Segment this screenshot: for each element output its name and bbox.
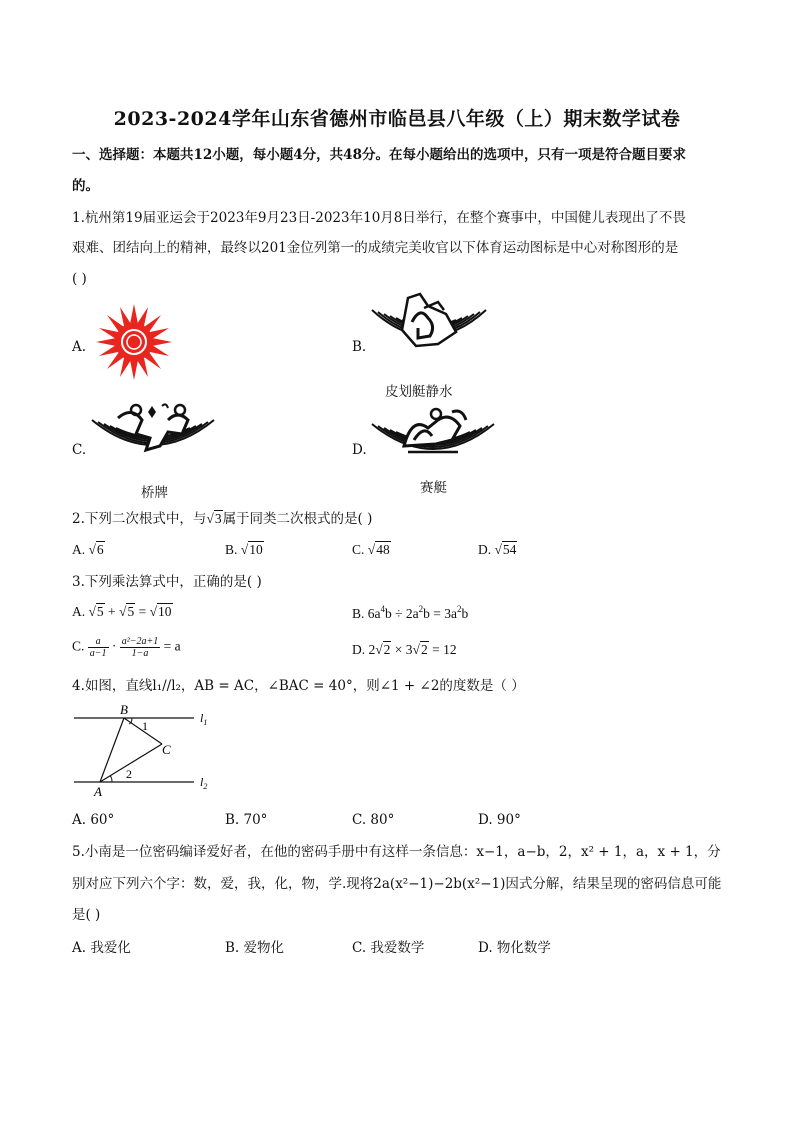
q4-geometry-figure — [72, 702, 222, 798]
q1-stem-line1: 1.杭州第19届亚运会于2023年9月23日-2023年10月8日举行，在整个赛事中，中国健儿表现出了不畏 — [72, 210, 686, 226]
sun-emblem-icon — [92, 302, 176, 382]
q1-option-a-label: A. — [72, 339, 87, 355]
canoe-sprint-icon — [368, 292, 490, 364]
q5-option-b: B. 爱物化 — [225, 940, 285, 956]
q2-option-c: C. √48 — [352, 542, 390, 557]
q5-stem-line2: 别对应下列六个字：数，爱，我，化，物，学.现将2a(x²−1)−2b(x²−1)因式分解，结果呈现的密码信息可能 — [72, 876, 722, 892]
q3-c-fraction-1: $\frac{a}{a-1}$ — [89, 636, 107, 659]
q3-option-d: D. 2√2 × 3√2 = 12 — [352, 642, 457, 657]
q1-stem-line2: 艰难、团结向上的精神，最终以201金位列第一的成绩完美收官以下体育运动图标是中心对称图形的是 — [72, 240, 679, 256]
q3-option-c: C. $\frac{a}{a-1}$ · $\frac{\text{a²−2a+1}}{1-a}$ = a — [72, 636, 181, 659]
q5-stem-line3: 是( ) — [72, 907, 101, 923]
q5-stem-line1: 5.小南是一位密码编译爱好者，在他的密码手册中有这样一条信息：x−1，a−b，2，x² + 1，a，x + 1，分 — [72, 844, 721, 860]
q2-option-b: B. √10 — [225, 542, 263, 557]
section-instructions-line1: 一、选择题：本题共12小题，每小题4分，共48分。在每小题给出的选项中，只有一项是符合题目要求 — [72, 147, 686, 163]
q4-angle-1: 1 — [142, 719, 148, 733]
q5-option-a: A. 我爱化 — [72, 940, 131, 956]
q3-option-a: A. √5 + √5 = √10 — [72, 604, 172, 619]
q2-option-a: A. √6 — [72, 542, 104, 557]
q4-label-c: C — [162, 742, 171, 757]
page-title: 2023-2024学年山东省德州市临邑县八年级（上）期末数学试卷 — [113, 108, 681, 130]
q4-stem: 4.如图，直线l₁//l₂，AB = AC，∠BAC = 40°，则∠1 + ∠2的度数是（ ） — [72, 678, 525, 694]
q3-stem: 3.下列乘法算式中，正确的是( ) — [72, 574, 262, 590]
section-instructions-line2: 的。 — [72, 178, 99, 194]
q2-stem — [72, 510, 372, 528]
q2-stem-radical: √3 — [206, 511, 222, 526]
q4-line-l1: $l_1$ — [200, 711, 208, 727]
q4-option-a: A. 60° — [72, 812, 115, 828]
q5-option-c: C. 我爱数学 — [352, 940, 425, 956]
q1-option-c-caption: 桥牌 — [141, 485, 168, 501]
q1-option-d-caption: 赛艇 — [420, 480, 447, 496]
q2-stem-prefix: 2.下列二次根式中，与 — [72, 511, 207, 527]
q4-option-c: C. 80° — [352, 812, 395, 828]
q4-label-a: A — [94, 784, 102, 798]
q1-option-d-label: D. — [352, 442, 367, 458]
q3-option-b: B. $6a^4b \div 2a^2b = 3a^2b$ — [352, 604, 469, 621]
q5-option-d: D. 物化数学 — [478, 940, 551, 956]
q1-option-b-caption: 皮划艇静水 — [385, 384, 453, 400]
bridge-icon — [88, 398, 218, 468]
q1-stem-line3: ( ) — [72, 271, 87, 287]
q4-option-b: B. 70° — [225, 812, 268, 828]
q1-option-b-label: B. — [352, 339, 367, 355]
q3-c-fraction-2: $\frac{\text{a²−2a+1}}{1-a}$ — [121, 636, 159, 659]
rowing-icon — [368, 402, 498, 472]
q2-stem-suffix: 属于同类二次根式的是( ) — [222, 511, 373, 527]
q4-line-l2: $l_2$ — [200, 775, 208, 791]
q2-option-d: D. √54 — [478, 542, 517, 557]
q1-option-c-label: C. — [72, 442, 87, 458]
q4-angle-2: 2 — [126, 767, 132, 781]
q4-label-b: B — [120, 702, 128, 717]
q4-option-d: D. 90° — [478, 812, 521, 828]
